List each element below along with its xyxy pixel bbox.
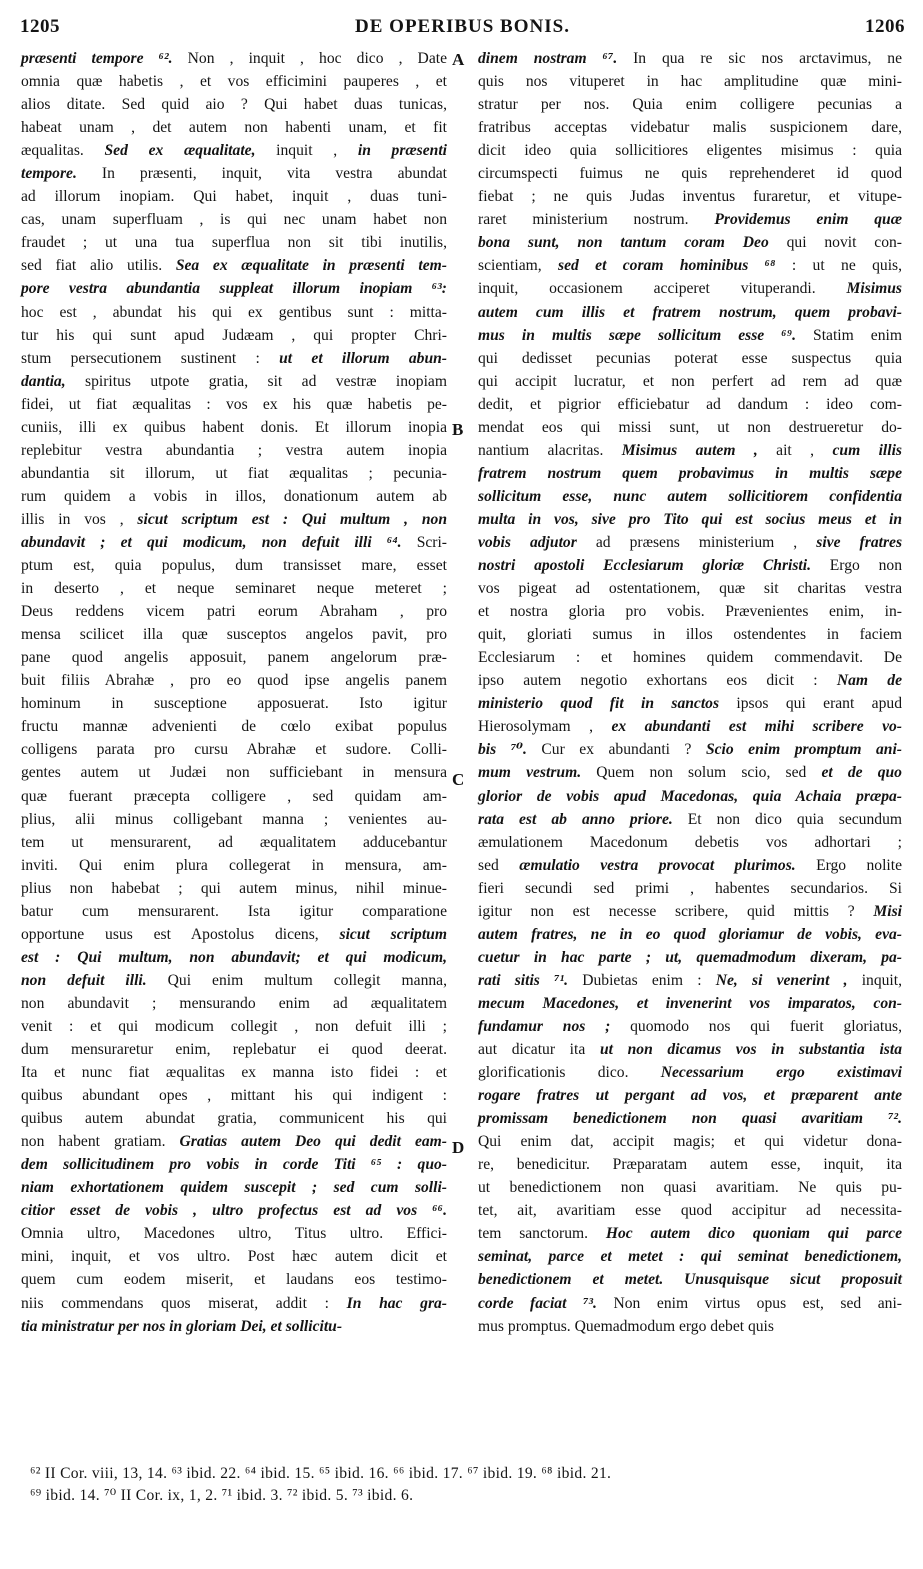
scripture-quote: ministerio quod fit in sanctos: [478, 695, 737, 713]
text-line: [21, 462, 447, 485]
text-line: [478, 324, 902, 347]
text-line: [478, 877, 902, 900]
footnote-line: ⁶⁹ ibid. 14. ⁷⁰ II Cor. ix, 1, 2. ⁷¹ ibid. 3. ⁷² ibid. 5. ⁷³ ibid. 6.: [30, 1487, 414, 1504]
scripture-quote: sicut scriptum: [339, 925, 447, 943]
text-line: [21, 877, 447, 900]
text-line: [478, 139, 902, 162]
text-segment: æqualitas.: [21, 142, 105, 160]
scripture-quote: sicut scriptum est : Qui multum , non: [137, 510, 447, 528]
text-line: [21, 808, 447, 831]
text-line: [21, 93, 447, 116]
scripture-quote: bona sunt, non tantum coram Deo: [478, 234, 787, 252]
text-line: [478, 623, 902, 646]
text-segment: ad illorum inopiam. Qui habet, inquit , duas tuni-: [21, 188, 447, 206]
text-segment: quibus autem abundat gratia, communicent his qui: [21, 1110, 447, 1128]
text-line: [478, 854, 902, 877]
text-line: [478, 900, 902, 923]
scripture-quote: dinem nostram ⁶⁷.: [478, 50, 634, 67]
text-segment: ipso autem negotio exhortans eos dicit :: [478, 672, 837, 690]
text-line: [21, 738, 447, 761]
text-line: [21, 600, 447, 623]
text-segment: venit : et qui modicum collegit , non defuit illi ;: [21, 1017, 447, 1035]
scripture-quote: rogare fratres ut pergant ad vos, et præparent ante: [478, 1087, 902, 1105]
text-segment: Statim enim: [813, 326, 902, 344]
scripture-quote: pore vestra abundantia suppleat illorum inopiam ⁶³:: [21, 280, 447, 298]
text-line: [478, 577, 902, 600]
text-segment: vos pigeat ad ostentationem, quæ sit charitas vestra: [478, 580, 902, 598]
text-line: [478, 1315, 902, 1338]
text-line: [478, 692, 902, 715]
margin-marker-b: B: [452, 420, 464, 439]
text-segment: quis nos vituperet in hac amplitudine quæ mini-: [478, 73, 902, 91]
text-line: [21, 1268, 447, 1291]
text-segment: hoc est , abundat his qui ex gentibus sunt : mitta-: [21, 303, 447, 321]
text-segment: in deserto , et neque seminaret neque meteret ;: [21, 580, 447, 598]
text-line: [478, 1292, 902, 1315]
scripture-quote: Providemus enim quæ: [714, 211, 902, 229]
text-line: [21, 1130, 447, 1153]
text-line: [478, 785, 902, 808]
text-segment: quæ fuerant præcepta colligere , sed quidam am-: [21, 787, 447, 805]
text-line: [478, 600, 902, 623]
text-line: [21, 1061, 447, 1084]
text-segment: quibus abundant opes , mittant his qui indigent :: [21, 1087, 447, 1105]
text-segment: Ergo non: [829, 557, 902, 575]
text-line: [478, 254, 902, 277]
text-line: [478, 923, 902, 946]
text-segment: mendat eos qui missi sunt, ut non destrueretur do-: [478, 418, 902, 436]
text-segment: mensa scilicet illa quæ susceptos angelos pavit, pro: [21, 626, 447, 644]
scripture-quote: sed et coram hominibus ⁶⁸: [558, 257, 792, 275]
text-segment: qui dedisset pecunias poterat esse suspectus quia: [478, 349, 902, 367]
text-segment: gentes autem ut Judæi non sufficiebant in mensura: [21, 764, 447, 782]
scripture-quote: ex abundanti est mihi scribere vo-: [611, 718, 902, 736]
text-line: [21, 1222, 447, 1245]
text-line: [478, 738, 902, 761]
text-line: [21, 347, 447, 370]
text-line: [478, 1153, 902, 1176]
text-segment: scientiam,: [478, 257, 559, 275]
text-segment: stratur per nos. Quia enim colligere pecunias a: [478, 96, 902, 114]
left-column: [21, 47, 447, 1338]
text-line: [478, 1038, 902, 1061]
text-line: [478, 946, 902, 969]
text-line: [478, 1245, 902, 1268]
text-segment: : ut ne quis,: [791, 257, 902, 275]
scripture-quote: seminat, parce et metet : qui seminat benedictionem,: [478, 1248, 902, 1266]
scripture-quote: corde faciat ⁷³.: [478, 1294, 614, 1312]
text-line: [478, 485, 902, 508]
text-line: [478, 162, 902, 185]
text-segment: quem cum eodem miserit, et laudans eos testimo-: [21, 1271, 447, 1289]
text-segment: inquit ,: [276, 142, 358, 160]
text-line: [478, 370, 902, 393]
text-segment: ait ,: [776, 441, 833, 459]
text-line: [21, 231, 447, 254]
text-segment: illis in vos ,: [21, 510, 138, 528]
text-line: [21, 1199, 447, 1222]
text-segment: Scri-: [416, 533, 447, 551]
text-line: [21, 139, 447, 162]
footnotes: [30, 1463, 910, 1507]
scripture-quote: Hoc autem dico quoniam qui parce: [605, 1225, 902, 1243]
text-line: [21, 1038, 447, 1061]
text-line: [21, 1084, 447, 1107]
scripture-quote: dem sollicitudinem pro vobis in corde Titi ⁶⁵ : quo-: [21, 1156, 447, 1174]
text-segment: In qua re sic nos arctavimus, ne: [633, 50, 902, 67]
text-line: [478, 715, 902, 738]
scripture-quote: Scio enim promptum ani-: [705, 741, 902, 759]
text-line: [21, 370, 447, 393]
scripture-quote: mus in multis sæpe sollicitum esse ⁶⁹.: [478, 326, 814, 344]
footnote-line: ⁶² II Cor. viii, 13, 14. ⁶³ ibid. 22. ⁶⁴ ibid. 15. ⁶⁵ ibid. 16. ⁶⁶ ibid. 17. ⁶⁷ ibid. 19. ⁶⁸ ibid. 21.: [30, 1465, 612, 1482]
text-line: [21, 1245, 447, 1268]
page-number-right: 1206: [865, 16, 905, 37]
scripture-quote: rati sitis ⁷¹.: [478, 971, 583, 989]
text-segment: habeat unam , det autem non habenti unam, et fit: [21, 119, 447, 137]
text-line: [21, 623, 447, 646]
text-segment: qui accipit lucratur, et non perfert ad rem ad quæ: [478, 372, 902, 390]
text-segment: Hierosolymam ,: [478, 718, 612, 736]
text-segment: batur cum mensurarent. Ista igitur comparatione: [21, 902, 447, 920]
text-segment: Quem non solum scio, sed: [596, 764, 822, 782]
text-line: [478, 301, 902, 324]
text-segment: spiritus utpote gratia, sit ad vestræ inopiam: [85, 372, 447, 390]
text-line: [21, 692, 447, 715]
scripture-quote: multa in vos, sive pro Tito qui est socius meus et in: [478, 510, 902, 528]
text-line: [21, 1315, 447, 1338]
text-line: [478, 669, 902, 692]
text-line: [478, 347, 902, 370]
text-line: [478, 646, 902, 669]
text-line: [478, 462, 902, 485]
text-segment: inviti. Qui enim plura collegerat in mensura, am-: [21, 856, 447, 874]
text-line: [21, 715, 447, 738]
text-line: [478, 1015, 902, 1038]
scripture-quote: fratrem nostrum quem probavimus in multis sæpe: [478, 464, 902, 482]
text-line: [478, 47, 902, 70]
text-line: [21, 116, 447, 139]
scripture-quote: sive fratres: [816, 533, 903, 551]
scripture-quote: citior esset de vobis , ultro profectus est ad vos ⁶⁶.: [21, 1202, 447, 1220]
scripture-quote: non defuit illi.: [21, 971, 168, 989]
text-line: [478, 1130, 902, 1153]
text-segment: quit, gloriati sumus in illos ostendentes in faciem: [478, 626, 902, 644]
text-segment: tem ut mensurarent, ad æqualitatem adducebantur: [21, 833, 447, 851]
text-line: [21, 208, 447, 231]
text-segment: Qui enim dat, accipit magis; et qui videtur dona-: [478, 1133, 902, 1151]
text-line: [21, 185, 447, 208]
text-line: [21, 277, 447, 300]
scripture-quote: Necessarium ergo existimavi: [660, 1064, 902, 1082]
scripture-quote: promissam benedictionem non quasi avaritiam ⁷².: [478, 1110, 902, 1128]
text-segment: dum mensuraretur enim, replebatur ei quod deerat.: [21, 1041, 447, 1059]
text-segment: Non , inquit , hoc dico , Date: [187, 50, 447, 67]
scripture-quote: rata est ab anno priore.: [478, 810, 688, 828]
text-line: [21, 669, 447, 692]
text-segment: dicit ideo quia sollicitiores eligentes misimus : quia: [478, 142, 902, 160]
text-segment: pane quod angelis apposuit, panem angelorum præ-: [21, 649, 447, 667]
text-segment: tet, ait, avaritiam esse quod accipitur ad necessita-: [478, 1202, 902, 1220]
text-segment: sed: [478, 856, 520, 874]
scripture-quote: abundavit ; et qui modicum, non defuit illi ⁶⁴.: [21, 533, 417, 551]
text-line: [21, 785, 447, 808]
margin-marker-c: C: [452, 770, 465, 789]
scripture-quote: mum vestrum.: [478, 764, 597, 782]
scripture-quote: Ne, si venerint ,: [715, 971, 862, 989]
page-header: [20, 16, 905, 42]
scripture-quote: niam exhortationem quidem suscepit ; sed cum solli-: [21, 1179, 447, 1197]
scripture-quote: benedictionem et metet. Unusquisque sicut proposuit: [478, 1271, 902, 1289]
text-line: [21, 1153, 447, 1176]
text-line: [21, 254, 447, 277]
text-segment: Omnia ultro, Macedones ultro, Titus ultro. Effici-: [21, 1225, 447, 1243]
text-line: [21, 854, 447, 877]
text-segment: abundantia sit illorum, ut fiat æqualitas ; pecunia-: [21, 464, 447, 482]
text-segment: ipsos qui erant apud: [736, 695, 902, 713]
scripture-quote: Misimus: [846, 280, 902, 298]
text-segment: alios ditate. Sed quid aio ? Qui habet duas tunicas,: [21, 96, 447, 114]
text-segment: tur his qui sunt apud Judæam , qui propter Chri-: [21, 326, 447, 344]
text-line: [21, 923, 447, 946]
scripture-quote: ut et illorum abun-: [279, 349, 447, 367]
scripture-quote: Gratias autem Deo qui dedit eam-: [179, 1133, 447, 1151]
text-line: [478, 508, 902, 531]
text-segment: glorificationis dico.: [478, 1064, 661, 1082]
text-line: [478, 1222, 902, 1245]
text-line: [478, 831, 902, 854]
text-line: [478, 969, 902, 992]
text-segment: fieri secundi sed primi , habentes secundarios. Si: [478, 879, 902, 897]
text-segment: mini, inquit, et vos ultro. Post hæc autem dicit et: [21, 1248, 447, 1266]
text-line: [21, 508, 447, 531]
text-segment: cas, unam superfluam , is qui nec unam habet non: [21, 211, 447, 229]
text-line: [478, 1084, 902, 1107]
text-segment: circumspecti fuimus ne quis reprehenderet id quod: [478, 165, 902, 183]
text-segment: sed fiat alio utilis.: [21, 257, 176, 275]
text-segment: Qui enim multum collegit manna,: [167, 971, 447, 989]
text-line: [21, 324, 447, 347]
text-segment: Non enim virtus opus est, sed ani-: [613, 1294, 902, 1312]
text-line: [21, 969, 447, 992]
text-line: [21, 439, 447, 462]
text-segment: Ecclesiarum : et homines quidem commendavit. De: [478, 649, 902, 667]
scripture-quote: autem fratres, ne in eo quod gloriamur de vobis, eva-: [478, 925, 902, 943]
text-segment: re, benedicitur. Præparatam autem esse, inquit, ita: [478, 1156, 902, 1174]
text-line: [478, 1176, 902, 1199]
text-line: [21, 301, 447, 324]
text-segment: colligens parata pro cursu Abrahæ et sudore. Colli-: [21, 741, 447, 759]
text-segment: In præsenti, inquit, vita vestra abundat: [101, 165, 447, 183]
text-segment: plius, alii minus colligebant manna ; venientes au-: [21, 810, 447, 828]
text-line: [478, 992, 902, 1015]
text-line: [21, 554, 447, 577]
scripture-quote: glorior de vobis apud Macedonas, quia Achaia præpa-: [478, 787, 902, 805]
text-line: [21, 577, 447, 600]
text-segment: dedit, et pigrior efficiebatur ad dandum : ideo com-: [478, 395, 902, 413]
scripture-quote: præsenti tempore ⁶².: [21, 50, 188, 67]
text-segment: buit filiis Abrahæ , pro eo quod ipse angelis panem: [21, 672, 447, 690]
text-line: [21, 1176, 447, 1199]
scripture-quote: est : Qui multum, non abundavit; et qui modicum,: [21, 948, 447, 966]
text-segment: nantium alacritas.: [478, 441, 622, 459]
text-line: [21, 1015, 447, 1038]
text-segment: inquit,: [861, 971, 902, 989]
scripture-quote: cum illis: [832, 441, 902, 459]
text-line: [478, 277, 902, 300]
text-segment: hominum in susceptione apposuerat. Isto igitur: [21, 695, 447, 713]
text-line: [21, 761, 447, 784]
text-line: [478, 116, 902, 139]
text-segment: aut dicatur ita: [478, 1041, 600, 1059]
scripture-quote: tempore.: [21, 165, 102, 183]
text-segment: ut benedictionem non quasi avaritiam. Ne quis pu-: [478, 1179, 902, 1197]
text-line: [21, 1107, 447, 1130]
text-segment: æmulationem Macedonum debetis vos adhortari ;: [478, 833, 902, 851]
text-segment: fraudet ; ut una tua superflua non sit tibi inutilis,: [21, 234, 447, 252]
text-segment: fidei, ut fiat æqualitas : vos ex his quæ habetis pe-: [21, 395, 447, 413]
text-line: [21, 992, 447, 1015]
text-segment: ad præsens ministerium ,: [595, 533, 817, 551]
text-segment: fructu mannæ advenienti de cœlo exibat populus: [21, 718, 447, 736]
scripture-quote: fundamur nos ;: [478, 1017, 631, 1035]
text-segment: Cur ex abundanti ?: [541, 741, 706, 759]
text-segment: stum persecutionem sustinent :: [21, 349, 280, 367]
right-column: [478, 47, 902, 1338]
running-title: DE OPERIBUS BONIS.: [355, 16, 570, 37]
scripture-quote: autem cum illis et fratrem nostrum, quem probavi-: [478, 303, 902, 321]
text-line: [21, 646, 447, 669]
text-segment: raret ministerium nostrum.: [478, 211, 715, 229]
text-segment: plius non habebat ; qui autem minus, nihil minue-: [21, 879, 447, 897]
text-segment: rum quidem a vobis in illos, donationum autem ab: [21, 487, 447, 505]
text-line: [478, 1268, 902, 1291]
scripture-quote: nostri apostoli Ecclesiarum gloriæ Christi.: [478, 557, 830, 575]
text-segment: quomodo nos qui fuerit gloriatus,: [630, 1017, 902, 1035]
scripture-quote: ut non dicamus vos in substantia ista: [599, 1041, 902, 1059]
scripture-quote: Sea ex æqualitate in præsenti tem-: [175, 257, 447, 275]
text-segment: ptum est, quia populus, dum transisset mare, esset: [21, 557, 447, 575]
scripture-quote: Misimus autem ,: [621, 441, 777, 459]
text-segment: niis commendans quos miserat, addit :: [21, 1294, 347, 1312]
text-segment: omnia quæ habetis , et vos efficimini pauperes , et: [21, 73, 447, 91]
page-number-left: 1205: [20, 16, 60, 37]
text-segment: fiebat ; ne quis Judas inventus furaretur, et vitupe-: [478, 188, 902, 206]
text-line: [21, 946, 447, 969]
margin-marker-d: D: [452, 1138, 465, 1157]
scripture-quote: sollicitum esse, nunc autem sollicitiorem confidentia: [478, 487, 902, 505]
text-line: [478, 393, 902, 416]
scripture-quote: vobis adjutor: [478, 533, 596, 551]
scripture-quote: æmulatio vestra provocat plurimos.: [519, 856, 817, 874]
text-segment: inquit, occasionem acciperet vituperandi.: [478, 280, 847, 298]
scripture-quote: In hac gra-: [346, 1294, 447, 1312]
text-segment: qui novit con-: [786, 234, 902, 252]
text-line: [478, 416, 902, 439]
text-line: [21, 70, 447, 93]
margin-marker-a: A: [452, 50, 465, 69]
text-segment: replebitur vestra abundantia ; vestra autem inopia: [21, 441, 447, 459]
text-line: [21, 900, 447, 923]
text-segment: Ergo nolite: [816, 856, 902, 874]
scripture-quote: Nam de: [836, 672, 902, 690]
scripture-quote: dantia,: [21, 372, 86, 390]
text-line: [478, 70, 902, 93]
text-line: [21, 831, 447, 854]
text-line: [478, 185, 902, 208]
text-line: [478, 554, 902, 577]
text-line: [21, 162, 447, 185]
scripture-quote: Misi: [873, 902, 902, 920]
text-segment: opportune usus est Apostolus dicens,: [21, 925, 340, 943]
text-line: [478, 439, 902, 462]
text-line: [478, 208, 902, 231]
scripture-quote: mecum Macedones, et invenerint vos imparatos, con-: [478, 994, 902, 1012]
text-line: [21, 47, 447, 70]
scripture-quote: tia ministratur per nos in gloriam Dei, et sollicitu-: [21, 1317, 343, 1335]
text-line: [478, 1199, 902, 1222]
text-line: [478, 231, 902, 254]
text-line: [478, 531, 902, 554]
text-segment: non habent gratiam.: [21, 1133, 180, 1151]
text-line: [478, 1107, 902, 1130]
text-line: [478, 761, 902, 784]
text-segment: fratribus acceptas videbatur malis suspicionem dare,: [478, 119, 902, 137]
text-segment: non abundavit ; mensurando enim ad æqualitatem: [21, 994, 447, 1012]
scripture-quote: Sed ex æqualitate,: [104, 142, 277, 160]
text-line: [21, 393, 447, 416]
text-line: [21, 1292, 447, 1315]
text-segment: Ita et nunc fiat æqualitas ex manna isto fidei : et: [21, 1064, 447, 1082]
text-segment: et nostra gloria pro vobis. Prævenientes enim, in-: [478, 603, 902, 621]
text-line: [478, 808, 902, 831]
text-segment: Deus reddens vicem patri eorum Abraham , pro: [21, 603, 447, 621]
text-line: [478, 93, 902, 116]
scripture-quote: cuetur in hac parte ; ut, quemadmodum dixeram, pa-: [478, 948, 902, 966]
scripture-quote: in præsenti: [357, 142, 448, 160]
text-line: [478, 1061, 902, 1084]
text-segment: Et non dico quia secundum: [687, 810, 902, 828]
scripture-quote: bis ⁷⁰.: [478, 741, 542, 759]
text-line: [21, 416, 447, 439]
text-segment: mus promptus. Quemadmodum ergo debet quis: [478, 1317, 774, 1335]
text-segment: Dubietas enim :: [582, 971, 716, 989]
scripture-quote: et de quo: [821, 764, 902, 782]
text-segment: cuniis, illi ex quibus habent donis. Et illorum inopia: [21, 418, 447, 436]
text-segment: tem sanctorum.: [478, 1225, 606, 1243]
text-line: [21, 485, 447, 508]
text-line: [21, 531, 447, 554]
text-segment: igitur non est necesse scribere, quid mittis ?: [478, 902, 874, 920]
